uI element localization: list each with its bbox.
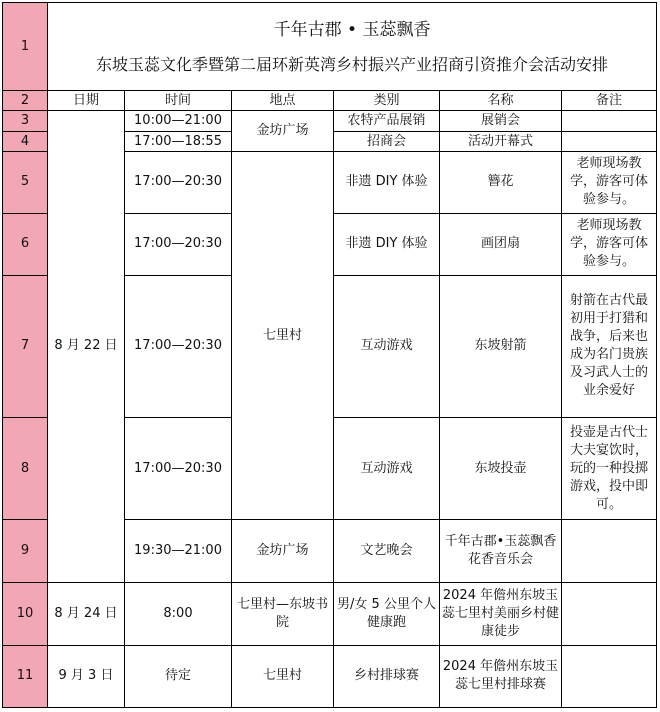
note-cell xyxy=(562,111,657,132)
time-cell: 待定 xyxy=(125,645,232,707)
row-number: 2 xyxy=(3,91,48,111)
note-cell xyxy=(562,132,657,152)
note-cell: 投壶是古代士大夫宴饮时，玩的一种投掷游戏，投中即可。 xyxy=(562,418,657,520)
name-cell: 簪花 xyxy=(440,152,562,213)
time-cell: 17:00—20:30 xyxy=(125,275,232,417)
row-number: 11 xyxy=(3,645,48,707)
header-row xyxy=(3,91,657,111)
row-number: 1 xyxy=(3,3,48,91)
category-cell: 乡村排球赛 xyxy=(334,645,440,707)
category-cell: 互动游戏 xyxy=(334,418,440,520)
time-cell: 19:30—21:00 xyxy=(125,520,232,582)
row-number: 6 xyxy=(3,213,48,275)
time-cell: 17:00—20:30 xyxy=(125,152,232,213)
category-cell: 农特产品展销 xyxy=(334,111,440,132)
header-note: 备注 xyxy=(562,91,657,111)
note-cell xyxy=(562,520,657,582)
category-cell: 男/女 5 公里个人健康跑 xyxy=(334,582,440,645)
name-cell: 东坡投壶 xyxy=(440,418,562,520)
row-number: 5 xyxy=(3,152,48,213)
category-cell: 非遗 DIY 体验 xyxy=(334,213,440,275)
note-cell: 老师现场教学，游客可体验参与。 xyxy=(562,152,657,213)
row-number: 4 xyxy=(3,132,48,152)
row-number: 8 xyxy=(3,418,48,520)
location-cell: 七里村 xyxy=(232,152,334,520)
category-cell: 招商会 xyxy=(334,132,440,152)
page-subtitle: 东坡玉蕊文化季暨第二届环新英湾乡村振兴产业招商引资推介会活动安排 xyxy=(96,54,609,74)
location-cell: 金坊广场 xyxy=(232,520,334,582)
name-cell: 东坡射箭 xyxy=(440,275,562,417)
location-cell: 七里村 xyxy=(232,645,334,707)
time-cell: 17:00—18:55 xyxy=(125,132,232,152)
location-cell: 七里村—东坡书院 xyxy=(232,582,334,645)
name-cell: 画团扇 xyxy=(440,213,562,275)
date-cell: 9 月 3 日 xyxy=(48,645,125,707)
note-cell: 老师现场教学，游客可体验参与。 xyxy=(562,213,657,275)
time-cell: 17:00—20:30 xyxy=(125,213,232,275)
row-number: 10 xyxy=(3,582,48,645)
name-cell: 展销会 xyxy=(440,111,562,132)
time-cell: 17:00—20:30 xyxy=(125,418,232,520)
name-cell: 2024 年儋州东坡玉蕊七里村排球赛 xyxy=(440,645,562,707)
name-cell: 千年古郡•玉蕊飘香 花香音乐会 xyxy=(440,520,562,582)
row-number: 7 xyxy=(3,275,48,417)
row-number: 3 xyxy=(3,111,48,132)
name-cell: 2024 年儋州东坡玉蕊七里村美丽乡村健康徒步 xyxy=(440,582,562,645)
time-cell: 8:00 xyxy=(125,582,232,645)
category-cell: 非遗 DIY 体验 xyxy=(334,152,440,213)
page-title: 千年古郡 • 玉蕊飘香 xyxy=(273,19,431,40)
note-cell: 射箭在古代最初用于打猎和战争，后来也成为名门贵族及习武人士的业余爱好 xyxy=(562,275,657,417)
header-category: 类别 xyxy=(334,91,440,111)
note-cell xyxy=(562,582,657,645)
title-row xyxy=(3,3,657,91)
table-row xyxy=(3,111,657,132)
date-cell: 8 月 22 日 xyxy=(48,111,125,582)
location-cell: 金坊广场 xyxy=(232,111,334,152)
header-date: 日期 xyxy=(48,91,125,111)
schedule-table xyxy=(2,2,657,708)
header-name: 名称 xyxy=(440,91,562,111)
row-number: 9 xyxy=(3,520,48,582)
category-cell: 互动游戏 xyxy=(334,275,440,417)
header-time: 时间 xyxy=(125,91,232,111)
header-location: 地点 xyxy=(232,91,334,111)
date-cell: 8 月 24 日 xyxy=(48,582,125,645)
table-row xyxy=(3,645,657,707)
note-cell xyxy=(562,645,657,707)
title-cell xyxy=(48,3,657,91)
table-row xyxy=(3,582,657,645)
time-cell: 10:00—21:00 xyxy=(125,111,232,132)
name-cell: 活动开幕式 xyxy=(440,132,562,152)
category-cell: 文艺晚会 xyxy=(334,520,440,582)
